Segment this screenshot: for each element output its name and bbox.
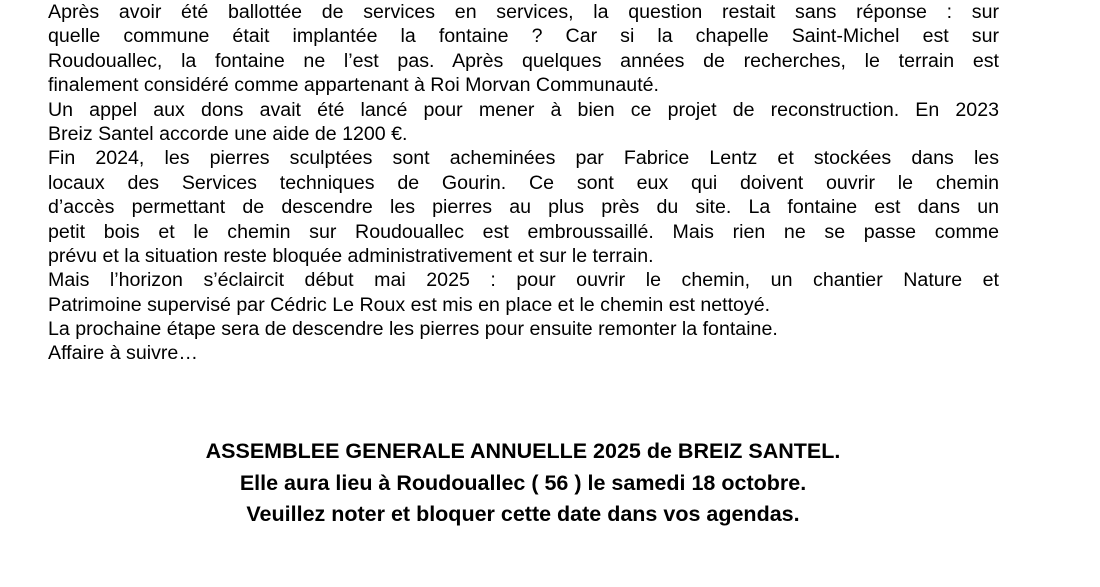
text-line: Breiz Santel accorde une aide de 1200 €. xyxy=(48,122,408,145)
text-line: prévu et la situation reste bloquée administrativement et sur le terrain. xyxy=(48,244,654,267)
text-line: Après avoir été ballottée de services en services, la question restait sans réponse : sur xyxy=(48,1,999,23)
paragraph-location xyxy=(48,0,999,98)
text-line: La prochaine étape sera de descendre les pierres pour ensuite remonter la fontaine. xyxy=(48,318,778,341)
text-line: quelle commune était implantée la fontaine ? Car si la chapelle Saint-Michel est sur xyxy=(48,25,999,48)
paragraph-stones xyxy=(48,146,999,268)
paragraph-to-follow xyxy=(48,341,999,365)
text-line: Affaire à suivre… xyxy=(48,342,198,365)
announcement-date-location: Elle aura lieu à Roudouallec ( 56 ) le samedi 18 octobre. xyxy=(239,470,807,495)
paragraph-next-step xyxy=(48,317,999,341)
text-line: Patrimoine supervisé par Cédric Le Roux est mis en place et le chemin est nettoyé. xyxy=(48,293,771,316)
announcement-title: ASSEMBLEE GENERALE ANNUELLE 2025 de BREIZ SANTEL. xyxy=(205,439,841,463)
general-assembly-announcement xyxy=(0,436,1046,531)
text-line: Fin 2024, les pierres sculptées sont acheminées par Fabrice Lentz et stockées dans les xyxy=(48,147,999,170)
article-body xyxy=(48,0,999,366)
text-line: d’accès permettant de descendre les pierres au plus près du site. La fontaine est dans un xyxy=(48,196,999,219)
text-line: Roudouallec, la fontaine ne l’est pas. Après quelques années de recherches, le terrain est xyxy=(48,49,999,72)
paragraph-progress xyxy=(48,268,999,317)
text-line: Mais l’horizon s’éclaircit début mai 2025 : pour ouvrir le chemin, un chantier Nature et xyxy=(48,269,999,292)
text-line: Un appel aux dons avait été lancé pour mener à bien ce projet de reconstruction. En 2023 xyxy=(48,98,999,121)
announcement-reminder: Veuillez noter et bloquer cette date dans vos agendas. xyxy=(246,502,800,526)
text-line: finalement considéré comme appartenant à Roi Morvan Communauté. xyxy=(48,74,659,97)
paragraph-donations xyxy=(48,98,999,147)
text-line: petit bois et le chemin sur Roudouallec est embroussaillé. Mais rien ne se passe comme xyxy=(48,220,999,243)
text-line: locaux des Services techniques de Gourin. Ce sont eux qui doivent ouvrir le chemin xyxy=(48,171,999,194)
